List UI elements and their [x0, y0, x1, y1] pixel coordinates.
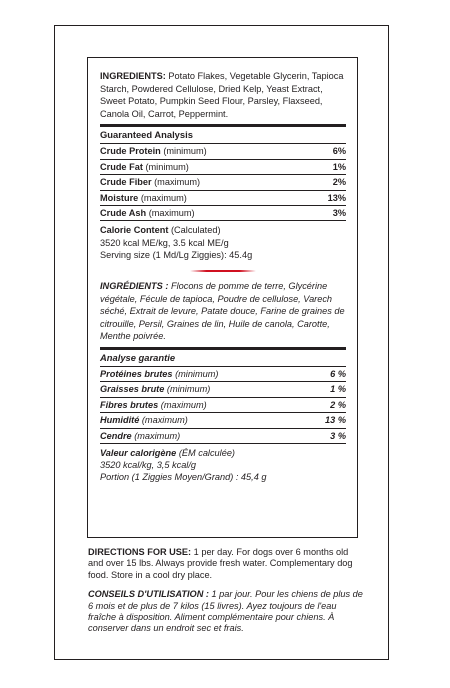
calorie-qualifier: (ÉM calculée) — [178, 448, 235, 459]
french-section — [100, 280, 346, 484]
directions-en-text: 1 per day. For dogs over 6 months old and over 15 lbs. Always provide fresh water. Complementary dog food. Store in a cool dry place. — [88, 547, 353, 580]
table-row — [100, 143, 346, 159]
table-row — [100, 429, 346, 444]
nutrient-value: 2% — [332, 177, 346, 188]
nutrient-qualifier: (maximum) — [160, 399, 207, 410]
analysis-table-fr — [100, 366, 346, 444]
nutrient-name: Crude Fat — [100, 161, 143, 172]
directions-fr-text: 1 par jour. Pour les chiens de plus de 6 mois et de plus de 7 kilos (15 livres). Ayez toujours de l'eau fraîche à disposition. Aliment complémentaire pour chiens. À conserver dans un endroit sec et frais. — [88, 589, 363, 634]
nutrient-value: 3% — [332, 208, 346, 218]
nutrient-qualifier: (maximum) — [140, 192, 187, 203]
table-row — [100, 175, 346, 190]
red-divider — [190, 270, 256, 272]
nutrient-name: Crude Protein — [100, 146, 161, 157]
nutrient-qualifier: (maximum) — [134, 430, 181, 441]
directions-fr — [88, 589, 363, 635]
nutrient-qualifier: (minimum) — [163, 146, 207, 157]
ingredients-en — [100, 70, 346, 120]
nutrient-name: Graisses brute — [100, 384, 165, 395]
analysis-table-en — [100, 143, 346, 221]
table-row — [100, 206, 346, 221]
nutrient-qualifier: (maximum) — [154, 177, 201, 188]
nutrient-qualifier: (minimum) — [166, 384, 211, 395]
analysis-title-fr: Analyse garantie — [100, 351, 176, 363]
nutrient-name: Crude Fiber — [100, 177, 152, 188]
nutrient-qualifier: (maximum) — [148, 208, 195, 218]
calorie-content-en — [100, 224, 346, 261]
nutrient-qualifier: (maximum) — [141, 415, 188, 426]
nutrition-panel — [87, 57, 358, 538]
table-row — [100, 160, 346, 175]
nutrient-name: Moisture — [100, 192, 139, 203]
nutrient-value: 1 % — [330, 384, 346, 395]
analysis-title-en: Guaranteed Analysis — [100, 129, 193, 141]
nutrient-name: Crude Ash — [100, 208, 147, 218]
table-row — [100, 191, 346, 206]
ingredients-en-text: Potato Flakes, Vegetable Glycerin, Tapioca Starch, Powdered Cellulose, Dried Kelp, Yeast Extract, Sweet Potato, Pumpkin Seed Flour, Parsley, Flaxseed, Canola Oil, Carrot, Peppermint. — [100, 71, 344, 119]
nutrient-value: 6 % — [330, 368, 346, 379]
calorie-content-fr — [100, 447, 346, 484]
nutrient-name: Humidité — [100, 415, 140, 426]
nutrient-value: 13 % — [325, 415, 346, 426]
nutrient-name: Cendre — [100, 430, 132, 441]
calorie-value: 3520 kcal/kg, 3,5 kcal/g — [100, 460, 197, 471]
ingredients-en-label: INGREDIENTS: — [100, 71, 166, 81]
nutrient-value: 3 % — [330, 430, 346, 441]
calorie-title: Valeur calorigène — [100, 448, 177, 459]
nutrient-value: 6% — [332, 146, 346, 157]
nutrient-value: 1% — [332, 161, 346, 172]
nutrient-qualifier: (minimum) — [145, 161, 189, 172]
directions-block — [88, 547, 363, 635]
ingredients-fr — [100, 280, 346, 343]
ingredients-fr-text: Flocons de pomme de terre, Glycérine végétale, Fécule de tapioca, Poudre de cellulose, Varech séché, Extrait de levure, Patate douce, Farine de graines de citrouille, Persil, Graines de lin, Huile de canola, Carotte, Menthe poivrée. — [100, 281, 345, 342]
serving-size: Serving size (1 Md/Lg Ziggies): 45.4g — [100, 249, 253, 260]
directions-en-label: DIRECTIONS FOR USE: — [88, 547, 192, 557]
directions-en — [88, 547, 363, 581]
nutrient-name: Fibres brutes — [100, 399, 159, 410]
table-row — [100, 366, 346, 382]
calorie-title: Calorie Content — [100, 225, 169, 236]
nutrient-name: Protéines brutes — [100, 368, 173, 379]
nutrient-qualifier: (minimum) — [175, 368, 219, 379]
calorie-value: 3520 kcal ME/kg, 3.5 kcal ME/g — [100, 237, 229, 248]
nutrient-value: 2 % — [330, 399, 346, 410]
nutrient-value: 13% — [327, 192, 346, 203]
table-row — [100, 398, 346, 413]
table-row — [100, 413, 346, 428]
table-row — [100, 382, 346, 397]
calorie-qualifier: (Calculated) — [170, 225, 221, 236]
ingredients-fr-label: INGRÉDIENTS : — [100, 281, 169, 292]
directions-fr-label: CONSEILS D'UTILISATION : — [88, 589, 209, 600]
serving-size: Portion (1 Ziggies Moyen/Grand) : 45,4 g — [100, 472, 267, 483]
